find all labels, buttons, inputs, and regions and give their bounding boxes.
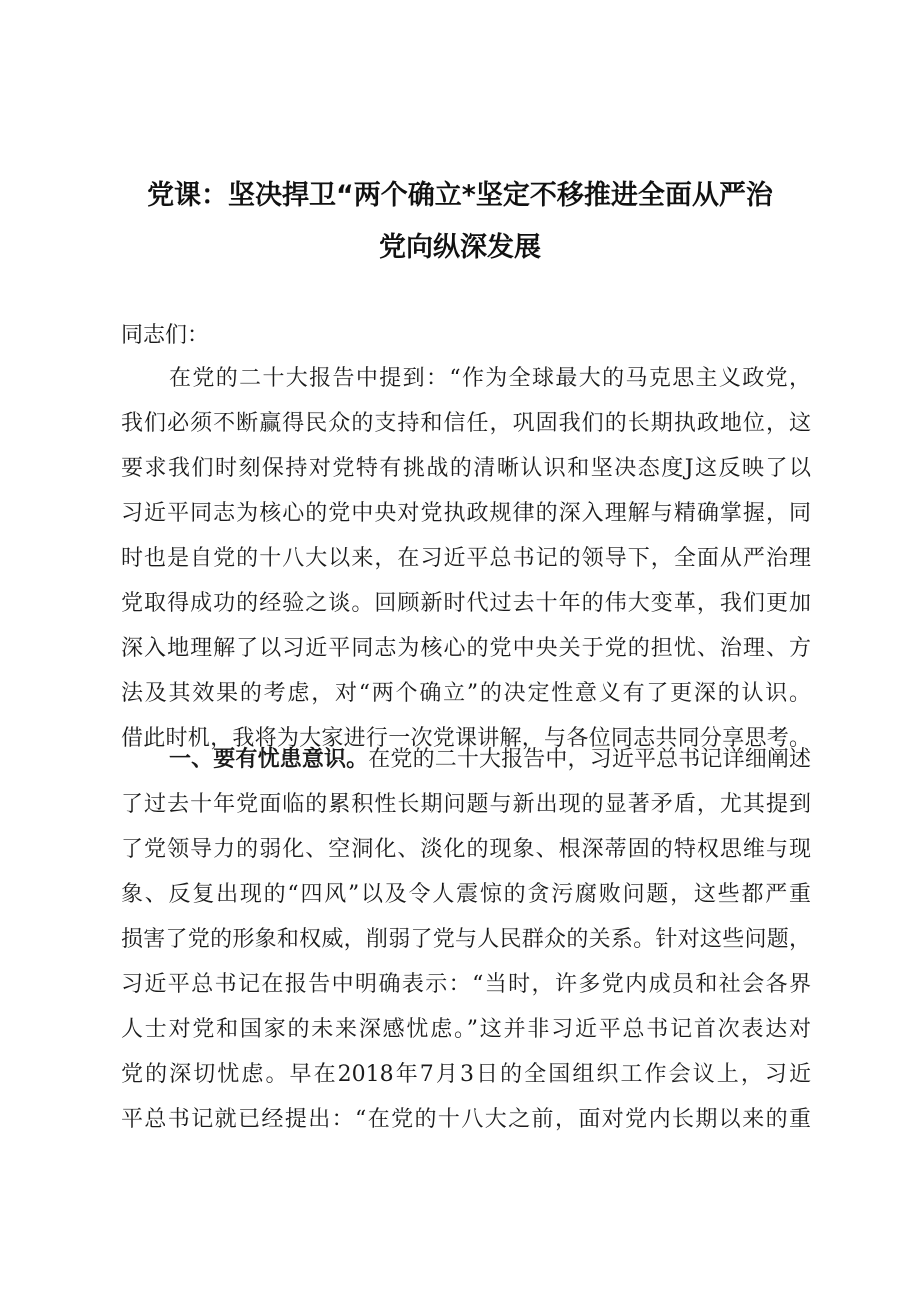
- paragraph-line: 习近平总书记在报告中明确表示：“当时，许多党内成员和社会各界: [121, 972, 811, 997]
- paragraph-1: [121, 356, 811, 761]
- paragraph-line: 党的深切忧虑。早在2018年7月3日的全国组织工作会议上，习近: [121, 1062, 811, 1087]
- paragraph-line: [121, 737, 811, 782]
- paragraph-line: 党取得成功的经验之谈。回顾新时代过去十年的伟大变革，我们更加: [121, 591, 811, 616]
- paragraph-line: 法及其效果的考虑，对“两个确立”的决定性意义有了更深的认识。: [121, 681, 811, 706]
- paragraph-line: 了党领导力的弱化、空洞化、淡化的现象、根深蒂固的特权思维与现: [121, 837, 811, 862]
- paragraph-line: 习近平同志为核心的党中央对党执政规律的深入理解与精确掌握，同: [121, 501, 811, 526]
- paragraph-line: 人士对党和国家的未来深感忧虑。”这并非习近平总书记首次表达对: [121, 1017, 811, 1042]
- paragraph-line: 借此时机，我将为大家进行一次党课讲解，与各位同志共同分享思考。: [121, 726, 811, 751]
- salutation: 同志们：: [121, 323, 210, 348]
- document-title-line-2: 党向纵深发展: [379, 232, 541, 263]
- paragraph-line: 损害了党的形象和权威，削弱了党与人民群众的关系。针对这些问题，: [121, 927, 811, 952]
- paragraph-line: 象、反复出现的“四风”以及令人震惊的贪污腐败问题，这些都严重: [121, 882, 811, 907]
- paragraph-line-text: 在党的二十大报告中，习近平总书记详细阐述: [368, 747, 811, 772]
- paragraph-line: 要求我们时刻保持对党特有挑战的清晰认识和坚决态度J这反映了以: [121, 456, 811, 481]
- section-heading: 一、要有忧患意识。: [169, 747, 369, 772]
- document-title-line-1: 党课：坚决捍卫“两个确立*坚定不移推进全面从严治: [147, 180, 773, 211]
- paragraph-line: 时也是自党的十八大以来，在习近平总书记的领导下，全面从严治理: [121, 546, 811, 571]
- paragraph-line: 了过去十年党面临的累积性长期问题与新出现的显著矛盾，尤其提到: [121, 792, 811, 817]
- paragraph-line: 平总书记就已经提出：“在党的十八大之前，面对党内长期以来的重: [121, 1107, 811, 1132]
- paragraph-line: 我们必须不断赢得民众的支持和信任，巩固我们的长期执政地位，这: [121, 411, 811, 436]
- paragraph-line: 深入地理解了以习近平同志为核心的党中央关于党的担忧、治理、方: [121, 636, 811, 661]
- paragraph-line: 在党的二十大报告中提到：“作为全球最大的马克思主义政党，: [169, 366, 811, 391]
- paragraph-2: [121, 737, 811, 1142]
